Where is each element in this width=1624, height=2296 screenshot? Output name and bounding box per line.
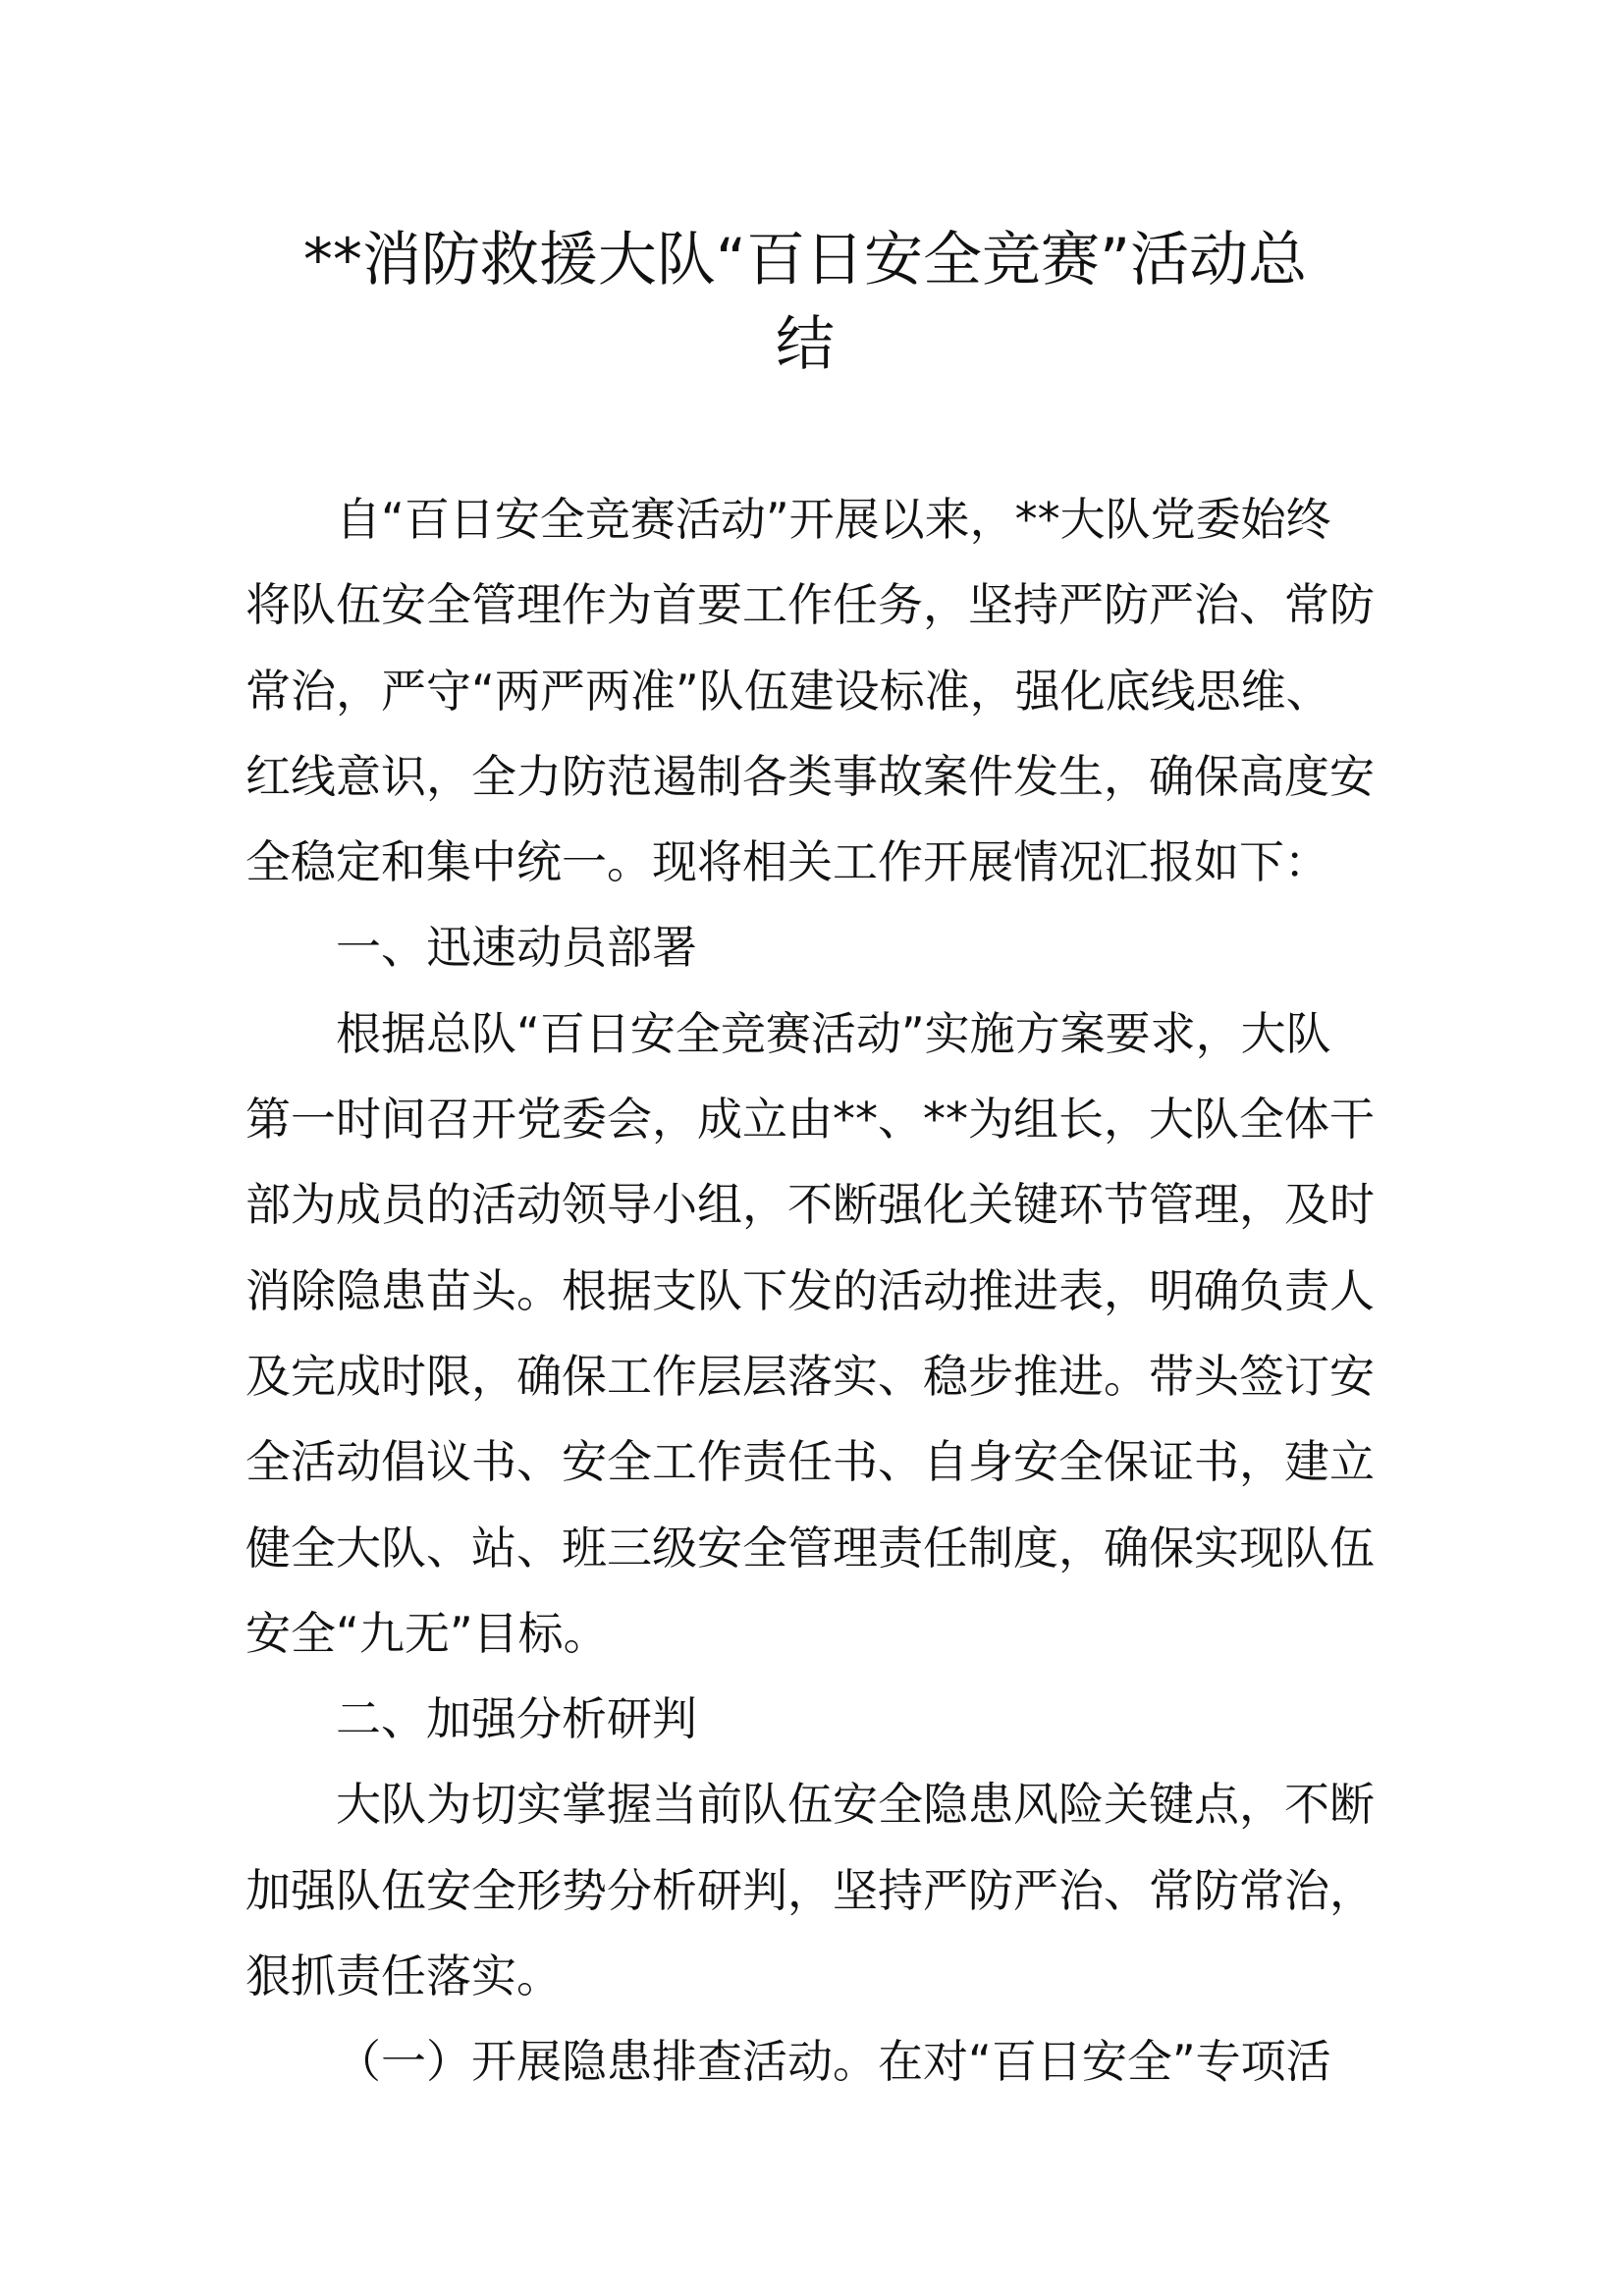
subsection-paragraph <box>245 2019 1384 2105</box>
section-1-paragraph <box>245 991 1384 1677</box>
text-line: 全活动倡议书、安全工作责任书、自身安全保证书，建立 <box>245 1435 1375 1489</box>
text-line: 第一时间召开党委会，成立由**、**为组长，大队全体干 <box>245 1093 1375 1147</box>
text-line: 全稳定和集中统一。现将相关工作开展情况汇报如下： <box>245 835 1329 889</box>
text-line: 及完成时限，确保工作层层落实、稳步推进。带头签订安 <box>245 1349 1375 1403</box>
heading-line: 一、迅速动员部署 <box>336 921 697 975</box>
text-line: 狠抓责任落实。 <box>245 1949 562 2003</box>
text-line: 部为成员的活动领导小组，不断强化关键环节管理，及时 <box>245 1178 1375 1232</box>
text-line: 消除隐患苗头。根据支队下发的活动推进表，明确负责人 <box>245 1263 1375 1317</box>
text-line: （一）开展隐患排查活动。在对“百日安全”专项活 <box>336 2035 1331 2089</box>
text-line: 自“百日安全竞赛活动”开展以来，**大队党委始终 <box>336 493 1331 546</box>
text-line: 根据总队“百日安全竞赛活动”实施方案要求，大队 <box>336 1006 1331 1060</box>
text-line: 将队伍安全管理作为首要工作任务，坚持严防严治、常防 <box>245 578 1375 632</box>
section-2-paragraph <box>245 1762 1384 2019</box>
section-heading-2 <box>245 1677 1384 1762</box>
title-line: **消防救援大队“百日安全竞赛”活动总 <box>302 226 1308 294</box>
title-line: 结 <box>776 310 835 379</box>
text-line: 加强队伍安全形势分析研判，坚持严防严治、常防常治， <box>245 1863 1375 1917</box>
document-body <box>245 477 1384 2106</box>
intro-paragraph <box>245 477 1384 905</box>
section-heading-1 <box>245 905 1384 990</box>
text-line: 安全“九无”目标。 <box>245 1606 609 1660</box>
text-line: 大队为切实掌握当前队伍安全隐患风险关键点，不断 <box>336 1778 1375 1832</box>
text-line: 常治，严守“两严两准”队伍建设标准，强化底线思维、 <box>245 664 1331 718</box>
document-title <box>236 218 1375 387</box>
text-line: 红线意识，全力防范遏制各类事故案件发生，确保高度安 <box>245 749 1375 803</box>
heading-line: 二、加强分析研判 <box>336 1692 697 1746</box>
text-line: 健全大队、站、班三级安全管理责任制度，确保实现队伍 <box>245 1521 1375 1575</box>
